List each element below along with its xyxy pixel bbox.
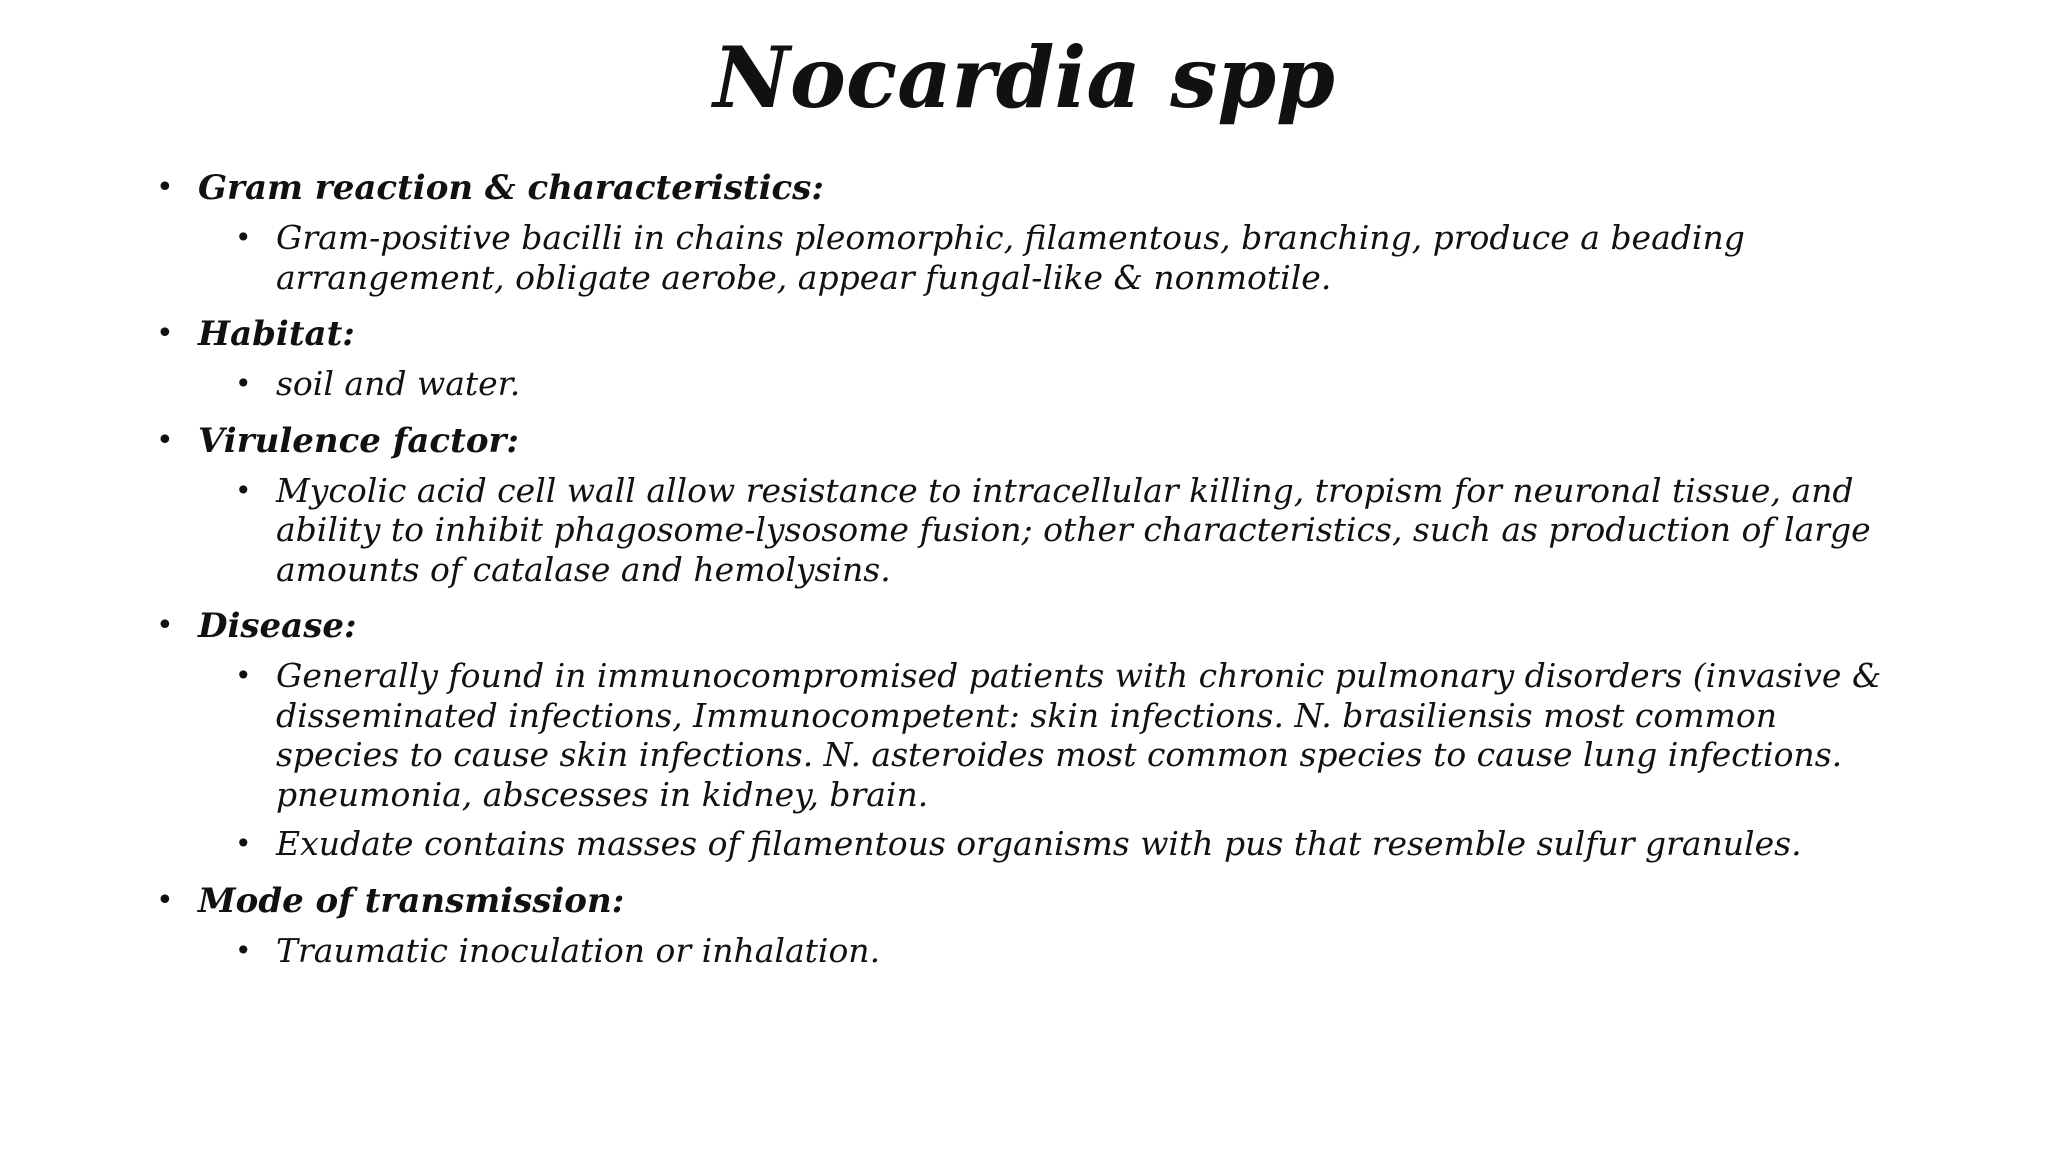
list-item-text: Gram-positive bacilli in chains pleomorphic, filamentous, branching, produce a beading arrangement, obligate aerobe, appear fungal-like & nonmotile. (276, 218, 1745, 297)
slide-content (156, 168, 1896, 987)
list-item (156, 824, 1896, 864)
bullet-icon: • (156, 316, 174, 351)
section-disease (156, 606, 1896, 864)
section-heading (156, 881, 1896, 921)
bullet-icon: • (235, 473, 252, 507)
section-heading (156, 314, 1896, 354)
section-heading (156, 606, 1896, 646)
bullet-icon: • (235, 221, 252, 254)
list-item-text: soil and water. (276, 364, 521, 403)
bullet-icon: • (235, 367, 252, 400)
section-heading-text: Disease: (198, 606, 357, 646)
section-heading-text: Habitat: (198, 314, 355, 354)
section-heading (156, 421, 1896, 461)
section-mode-of-transmission (156, 881, 1896, 971)
sub-list (156, 218, 1896, 297)
list-item (156, 218, 1896, 297)
section-heading (156, 168, 1896, 208)
bullet-icon: • (156, 608, 174, 643)
list-item (156, 656, 1896, 814)
bullet-icon: • (156, 882, 174, 918)
section-habitat (156, 314, 1896, 404)
list-item-text: Traumatic inoculation or inhalation. (276, 930, 881, 970)
section-heading-text: Gram reaction & characteristics: (198, 168, 824, 208)
sub-list (156, 931, 1896, 971)
sub-list (156, 471, 1896, 590)
list-item (156, 471, 1896, 590)
list-item (156, 364, 1896, 404)
slide-title: Nocardia spp (713, 28, 1335, 127)
bullet-icon: • (235, 659, 252, 692)
sub-list (156, 364, 1896, 404)
bullet-icon: • (235, 827, 252, 860)
bullet-icon: • (156, 170, 174, 205)
list-item-text: Exudate contains masses of filamentous organisms with pus that resemble sulfur granules. (276, 824, 1802, 863)
bullet-icon: • (235, 933, 252, 967)
sub-list (156, 656, 1896, 864)
section-virulence-factor (156, 421, 1896, 590)
list-item-text: Generally found in immunocompromised patients with chronic pulmonary disorders (invasive & disseminated infections, Immunocompetent: skin infections. N. brasiliensis most common species to cause skin infections. N. asteroides most common species to cause lung infections. pneumonia, abscesses in kidney, brain. (276, 656, 1882, 814)
section-gram-reaction (156, 168, 1896, 297)
section-heading-text: Virulence factor: (198, 420, 519, 461)
list-item (156, 931, 1896, 971)
list-item-text: Mycolic acid cell wall allow resistance to intracellular killing, tropism for neuronal tissue, and ability to inhibit phagosome-lysosome fusion; other characteristics, such as production of large amounts of catalase and hemolysins. (276, 470, 1871, 589)
bullet-icon: • (156, 422, 174, 458)
section-heading-text: Mode of transmission: (198, 880, 625, 921)
